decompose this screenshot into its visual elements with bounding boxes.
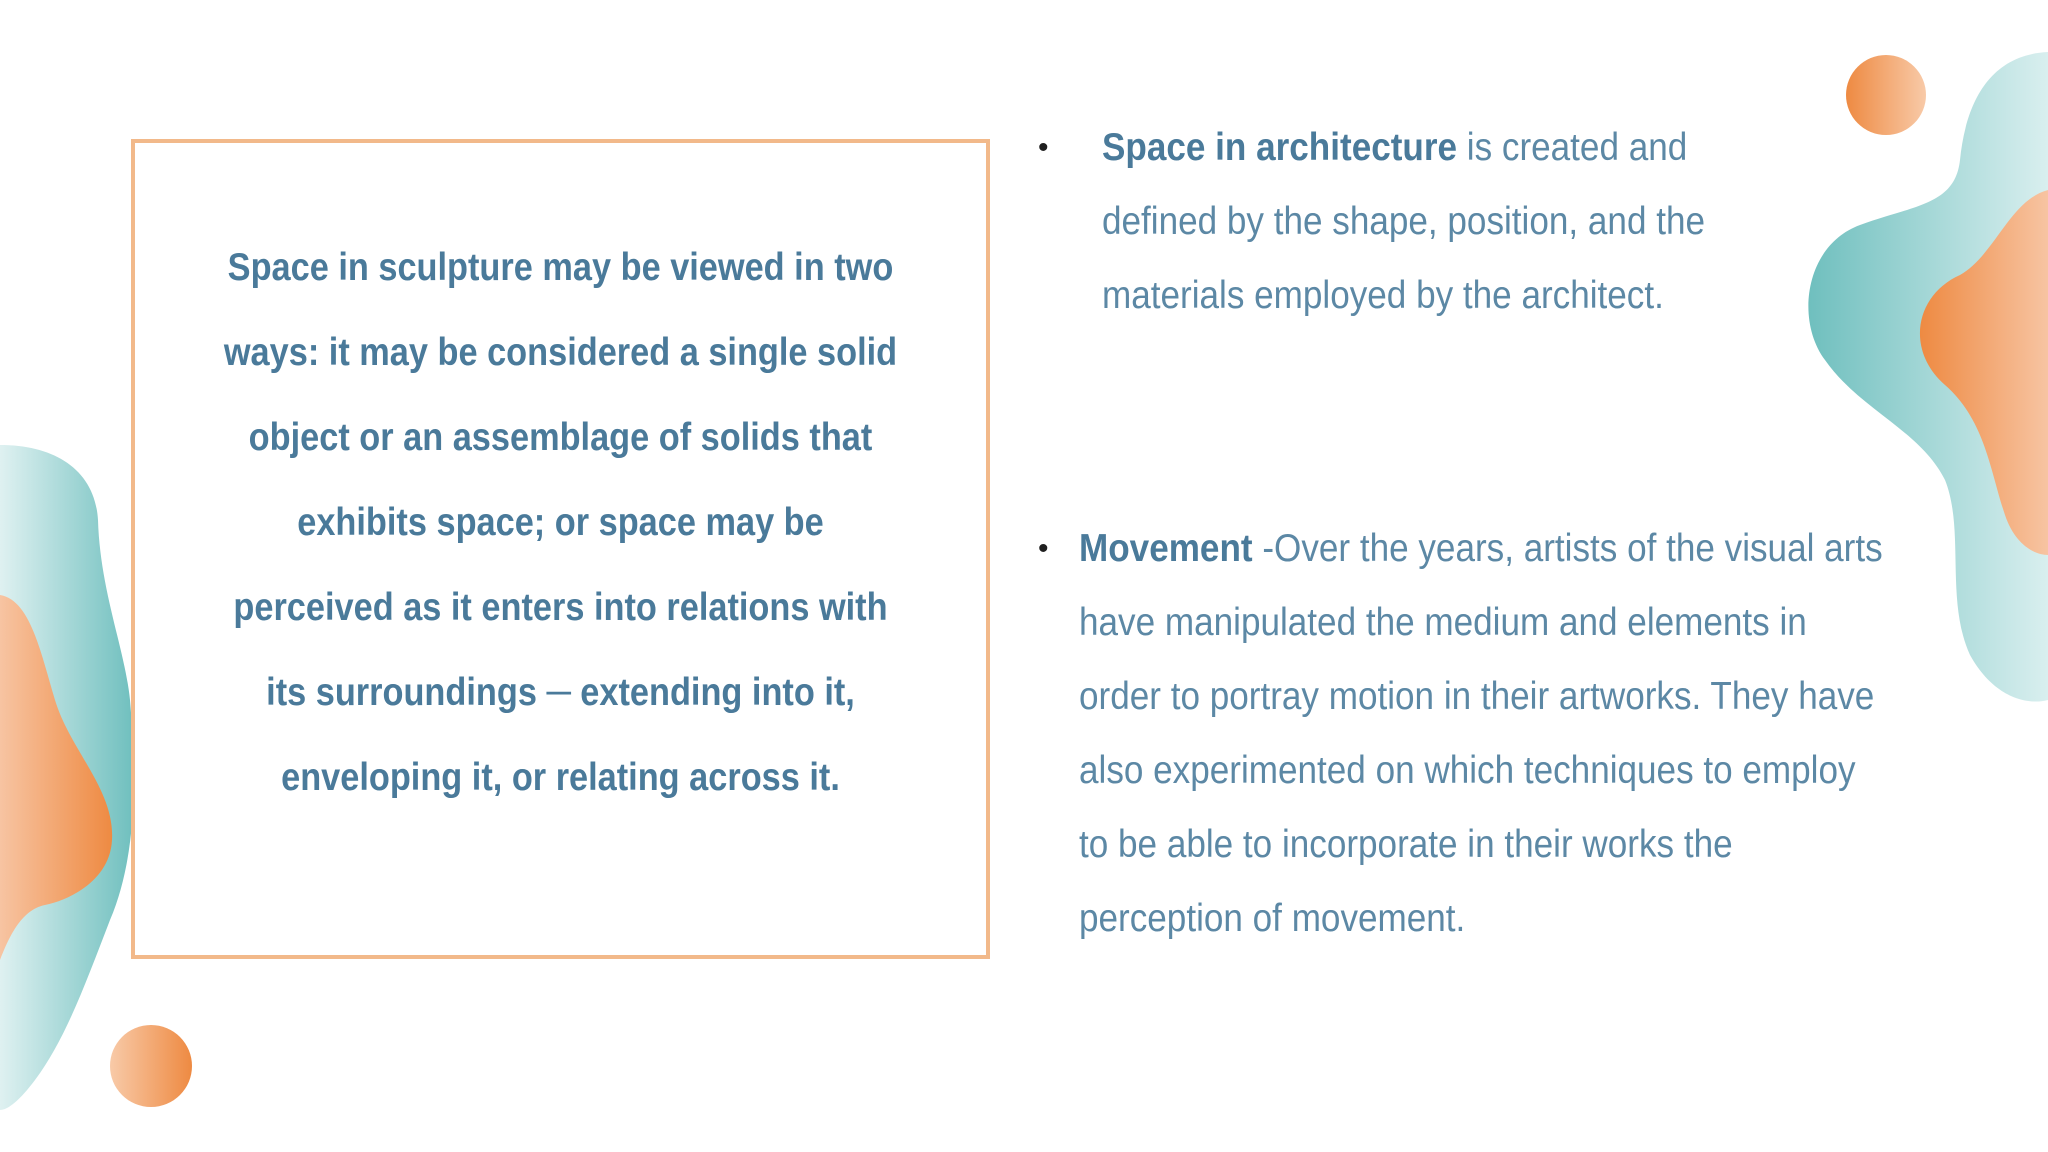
sculpture-text-box (131, 139, 990, 959)
movement-text: -Over the years, artists of the visual arts have manipulated the medium and elements in order to portray motion in their artworks. They have also experimented on which techniques to employ to be able to incorporate in their works the perception of movement. (1079, 527, 1883, 940)
architecture-term: Space in architecture (1102, 126, 1458, 169)
orange-dot-top (1846, 55, 1926, 135)
sculpture-paragraph: Space in sculpture may be viewed in two ways: it may be considered a single solid object or an assemblage of solids that exhibits space; or space may be perceived as it enters into relations with its surroundings ─ extending into it, enveloping it, or relating across it. (223, 246, 898, 799)
movement-term: Movement (1079, 527, 1253, 570)
bullet-movement (1079, 512, 1889, 956)
bullet-marker-architecture: • (1038, 131, 1049, 164)
orange-dot-bottom (110, 1025, 192, 1107)
bullet-architecture (1102, 111, 1750, 333)
architecture-text: is created and defined by the shape, position, and the materials employed by the architect. (1102, 126, 1706, 317)
bullet-marker-movement: • (1038, 532, 1049, 565)
